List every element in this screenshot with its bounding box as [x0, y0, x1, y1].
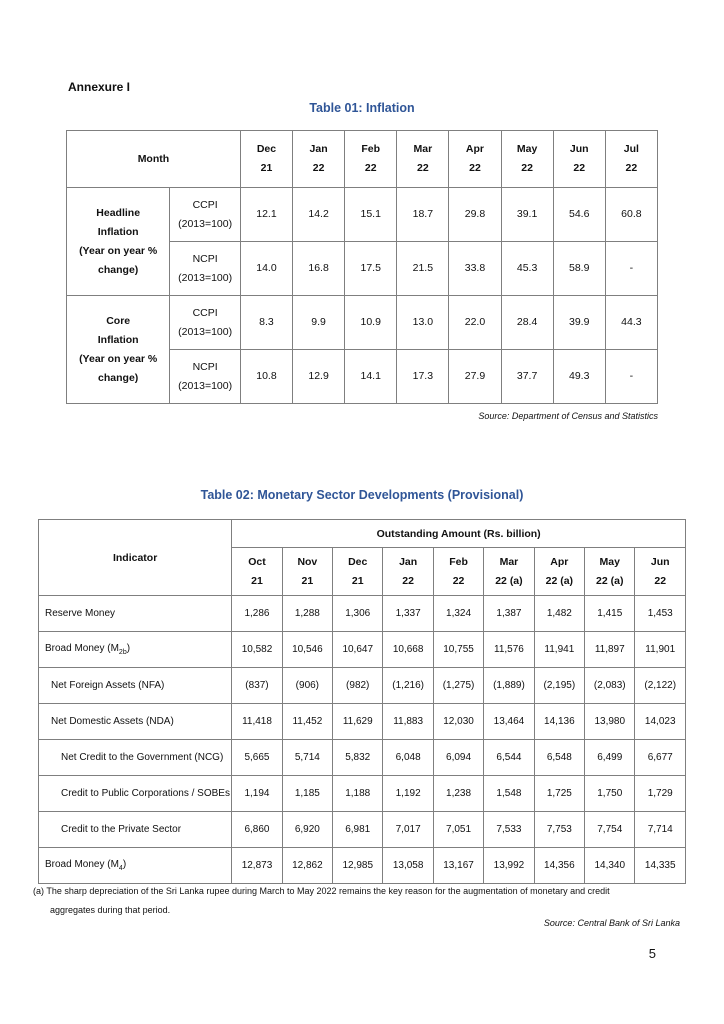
- month-name: Mar: [413, 143, 433, 155]
- value-cell: 7,051: [433, 812, 483, 848]
- month-name: Jul: [623, 143, 639, 155]
- table2-row: [39, 812, 686, 848]
- table1-title: Table 01: Inflation: [309, 101, 415, 115]
- indicator-text: Net Foreign Assets (NFA): [51, 680, 165, 691]
- value-cell: 29.8: [449, 188, 501, 242]
- value-cell: 5,665: [232, 740, 282, 776]
- value-cell: 14,023: [635, 704, 686, 740]
- value-cell: 39.1: [501, 188, 553, 242]
- value-cell: 10,647: [333, 632, 383, 668]
- value-cell: 49.3: [553, 350, 605, 404]
- month-header-2: [345, 131, 397, 188]
- page-number: 5: [648, 946, 656, 961]
- value-cell: 1,306: [333, 596, 383, 632]
- value-cell: 6,048: [383, 740, 433, 776]
- value-cell: 6,499: [585, 740, 635, 776]
- value-cell: 12,873: [232, 848, 282, 884]
- value-cell: (1,216): [383, 668, 433, 704]
- inflation-table: [66, 130, 658, 404]
- indicator-suffix: ): [126, 643, 131, 654]
- value-cell: 14,136: [534, 704, 584, 740]
- month-header-5: [501, 131, 553, 188]
- index-label-line: (2013=100): [178, 325, 233, 338]
- value-cell: 11,883: [383, 704, 433, 740]
- table2-source: Source: Central Bank of Sri Lanka: [543, 918, 680, 928]
- group-label-line: (Year on year %: [79, 244, 158, 257]
- value-cell: 14.2: [293, 188, 345, 242]
- group-label-line: Inflation: [97, 225, 139, 238]
- value-cell: 10.8: [240, 350, 292, 404]
- month-name: Feb: [449, 555, 468, 568]
- value-cell: 10.9: [345, 296, 397, 350]
- value-cell: 13,992: [484, 848, 534, 884]
- group-label-line: change): [98, 371, 139, 384]
- value-cell: 5,832: [333, 740, 383, 776]
- value-cell: 1,337: [383, 596, 433, 632]
- value-cell: 21.5: [397, 242, 449, 296]
- indicator-label: [39, 596, 232, 632]
- indicator-label: [39, 704, 232, 740]
- value-cell: 13,980: [585, 704, 635, 740]
- month-header-5: [484, 548, 534, 596]
- outstanding-amount-header: Outstanding Amount (Rs. billion): [232, 520, 686, 548]
- value-cell: 17.5: [345, 242, 397, 296]
- value-cell: 11,452: [282, 704, 332, 740]
- month-header-4: [433, 548, 483, 596]
- table1-header-row: [67, 131, 658, 188]
- indicator-text: Net Domestic Assets (NDA): [51, 716, 174, 727]
- value-cell: (837): [232, 668, 282, 704]
- footnote-line-1: (a) The sharp depreciation of the Sri Lanka rupee during March to May 2022 remains the key reason for the augmentation of monetary and credit: [33, 886, 610, 896]
- table2-title: Table 02: Monetary Sector Developments (Provisional): [200, 488, 524, 502]
- value-cell: 6,677: [635, 740, 686, 776]
- table1-row: [67, 188, 658, 242]
- value-cell: 6,860: [232, 812, 282, 848]
- month-year: 21: [351, 574, 364, 587]
- indicator-label: [39, 740, 232, 776]
- index-label-line: (2013=100): [178, 379, 233, 392]
- table2-row: [39, 704, 686, 740]
- month-header-2: [333, 548, 383, 596]
- month-name: Oct: [248, 555, 266, 568]
- month-year: 22: [402, 574, 414, 587]
- group-label: [67, 188, 170, 296]
- value-cell: 58.9: [553, 242, 605, 296]
- value-cell: 11,576: [484, 632, 534, 668]
- index-label: [170, 350, 241, 404]
- table2-row: [39, 848, 686, 884]
- value-cell: 10,668: [383, 632, 433, 668]
- indicator-text: Credit to the Private Sector: [61, 824, 182, 835]
- value-cell: 14.1: [345, 350, 397, 404]
- month-name: Jun: [650, 555, 670, 568]
- month-name: May: [599, 555, 620, 568]
- value-cell: 1,185: [282, 776, 332, 812]
- table2-row: [39, 668, 686, 704]
- footnote-line-2: aggregates during that period.: [50, 905, 171, 915]
- value-cell: 6,548: [534, 740, 584, 776]
- value-cell: 11,629: [333, 704, 383, 740]
- value-cell: 10,582: [232, 632, 282, 668]
- month-year: 22: [573, 162, 586, 174]
- value-cell: 13,167: [433, 848, 483, 884]
- month-year: 22: [364, 162, 377, 174]
- value-cell: 14,335: [635, 848, 686, 884]
- value-cell: 11,418: [232, 704, 282, 740]
- month-header-0: [232, 548, 282, 596]
- value-cell: 10,755: [433, 632, 483, 668]
- month-year: 22 (a): [545, 574, 574, 587]
- month-header-7: [605, 131, 657, 188]
- group-label-line: change): [98, 263, 139, 276]
- month-year: 22: [452, 574, 465, 587]
- value-cell: 12,862: [282, 848, 332, 884]
- value-cell: 1,750: [585, 776, 635, 812]
- month-header-1: [282, 548, 332, 596]
- indicator-label: [39, 668, 232, 704]
- value-cell: 6,981: [333, 812, 383, 848]
- indicator-header: Indicator: [39, 520, 232, 596]
- table1-source: Source: Department of Census and Statistics: [478, 411, 658, 421]
- group-label-line: Core: [106, 314, 131, 327]
- value-cell: 6,094: [433, 740, 483, 776]
- value-cell: 1,548: [484, 776, 534, 812]
- index-label-line: NCPI: [192, 252, 218, 265]
- value-cell: 7,017: [383, 812, 433, 848]
- value-cell: 11,941: [534, 632, 584, 668]
- value-cell: 12,985: [333, 848, 383, 884]
- month-header: Month: [67, 131, 241, 188]
- indicator-label: [39, 812, 232, 848]
- index-label-line: (2013=100): [178, 217, 233, 230]
- month-name: Jun: [569, 143, 589, 155]
- monetary-table: [38, 519, 686, 884]
- group-label-line: Inflation: [97, 333, 139, 346]
- index-label-line: CCPI: [192, 198, 218, 211]
- value-cell: 1,482: [534, 596, 584, 632]
- index-label-line: NCPI: [192, 360, 218, 373]
- month-header-0: [240, 131, 292, 188]
- month-year: 22 (a): [495, 574, 523, 587]
- value-cell: 14,340: [585, 848, 635, 884]
- value-cell: 8.3: [240, 296, 292, 350]
- index-label: [170, 242, 241, 296]
- value-cell: 7,753: [534, 812, 584, 848]
- month-name: May: [516, 143, 538, 155]
- indicator-text: Net Credit to the Government (NCG): [61, 752, 224, 763]
- indicator-suffix: ): [122, 859, 127, 870]
- value-cell: 16.8: [293, 242, 345, 296]
- value-cell: 1,188: [333, 776, 383, 812]
- value-cell: 13.0: [397, 296, 449, 350]
- value-cell: 9.9: [293, 296, 345, 350]
- value-cell: 14,356: [534, 848, 584, 884]
- value-cell: (2,195): [534, 668, 584, 704]
- value-cell: 10,546: [282, 632, 332, 668]
- month-year: 22: [521, 162, 533, 174]
- value-cell: 1,192: [383, 776, 433, 812]
- month-name: Nov: [297, 555, 318, 568]
- value-cell: 13,464: [484, 704, 534, 740]
- value-cell: 33.8: [449, 242, 501, 296]
- month-header-7: [585, 548, 635, 596]
- month-year: 21: [260, 162, 273, 174]
- month-year: 22: [625, 162, 638, 174]
- value-cell: -: [605, 242, 657, 296]
- value-cell: 39.9: [553, 296, 605, 350]
- month-header-3: [397, 131, 449, 188]
- indicator-label: [39, 848, 232, 884]
- value-cell: (906): [282, 668, 332, 704]
- indicator-label: [39, 632, 232, 668]
- value-cell: 15.1: [345, 188, 397, 242]
- month-year: 21: [251, 574, 263, 587]
- value-cell: 12,030: [433, 704, 483, 740]
- value-cell: 1,194: [232, 776, 282, 812]
- value-cell: 1,238: [433, 776, 483, 812]
- month-name: Dec: [256, 143, 277, 155]
- value-cell: (982): [333, 668, 383, 704]
- value-cell: 11,901: [635, 632, 686, 668]
- value-cell: 7,533: [484, 812, 534, 848]
- indicator-label: [39, 776, 232, 812]
- table2-header-row-1: [39, 520, 686, 548]
- value-cell: 12.9: [293, 350, 345, 404]
- table2-row: [39, 596, 686, 632]
- month-year: 22: [416, 162, 429, 174]
- indicator-subscript: 4: [118, 865, 123, 872]
- month-header-8: [635, 548, 686, 596]
- value-cell: 6,920: [282, 812, 332, 848]
- value-cell: 44.3: [605, 296, 657, 350]
- value-cell: 13,058: [383, 848, 433, 884]
- index-label-line: CCPI: [192, 306, 218, 319]
- value-cell: 7,714: [635, 812, 686, 848]
- index-label: [170, 188, 241, 242]
- value-cell: 37.7: [501, 350, 553, 404]
- value-cell: (1,889): [484, 668, 534, 704]
- value-cell: 60.8: [605, 188, 657, 242]
- value-cell: 12.1: [240, 188, 292, 242]
- value-cell: 1,324: [433, 596, 483, 632]
- index-label: [170, 296, 241, 350]
- month-year: 22: [654, 574, 667, 587]
- month-year: 22 (a): [596, 574, 624, 587]
- value-cell: 17.3: [397, 350, 449, 404]
- value-cell: 28.4: [501, 296, 553, 350]
- month-name: Mar: [499, 555, 519, 568]
- month-name: Dec: [348, 555, 368, 568]
- value-cell: 54.6: [553, 188, 605, 242]
- value-cell: -: [605, 350, 657, 404]
- month-name: Apr: [550, 555, 569, 568]
- value-cell: 22.0: [449, 296, 501, 350]
- table2-row: [39, 740, 686, 776]
- value-cell: 1,415: [585, 596, 635, 632]
- value-cell: 18.7: [397, 188, 449, 242]
- group-label: [67, 296, 170, 404]
- value-cell: 6,544: [484, 740, 534, 776]
- value-cell: 1,725: [534, 776, 584, 812]
- table2-row: [39, 632, 686, 668]
- table1-row: [67, 296, 658, 350]
- value-cell: (1,275): [433, 668, 483, 704]
- value-cell: 27.9: [449, 350, 501, 404]
- annexure-heading: Annexure I: [68, 80, 131, 94]
- value-cell: 1,288: [282, 596, 332, 632]
- value-cell: 11,897: [585, 632, 635, 668]
- month-name: Apr: [465, 143, 484, 155]
- indicator-text: Broad Money (M: [45, 859, 119, 870]
- value-cell: 14.0: [240, 242, 292, 296]
- indicator-text: Broad Money (M: [45, 643, 119, 654]
- month-header-6: [553, 131, 605, 188]
- month-header-6: [534, 548, 584, 596]
- table2-row: [39, 776, 686, 812]
- value-cell: 1,453: [635, 596, 686, 632]
- month-header-3: [383, 548, 433, 596]
- group-label-line: Headline: [96, 206, 141, 219]
- month-header-4: [449, 131, 501, 188]
- month-year: 21: [301, 574, 314, 587]
- month-header-1: [293, 131, 345, 188]
- value-cell: 1,387: [484, 596, 534, 632]
- indicator-text: Reserve Money: [45, 608, 116, 619]
- month-name: Jan: [399, 555, 418, 568]
- month-name: Feb: [361, 143, 381, 155]
- group-label-line: (Year on year %: [79, 352, 158, 365]
- month-name: Jan: [309, 143, 328, 155]
- indicator-subscript: 2b: [118, 649, 127, 656]
- indicator-text: Credit to Public Corporations / SOBEs: [61, 788, 230, 799]
- value-cell: 1,729: [635, 776, 686, 812]
- month-year: 22: [469, 162, 481, 174]
- value-cell: 7,754: [585, 812, 635, 848]
- index-label-line: (2013=100): [178, 271, 233, 284]
- value-cell: (2,122): [635, 668, 686, 704]
- value-cell: 5,714: [282, 740, 332, 776]
- month-year: 22: [312, 162, 325, 174]
- value-cell: (2,083): [585, 668, 635, 704]
- value-cell: 1,286: [232, 596, 282, 632]
- footnote: [33, 882, 693, 920]
- value-cell: 45.3: [501, 242, 553, 296]
